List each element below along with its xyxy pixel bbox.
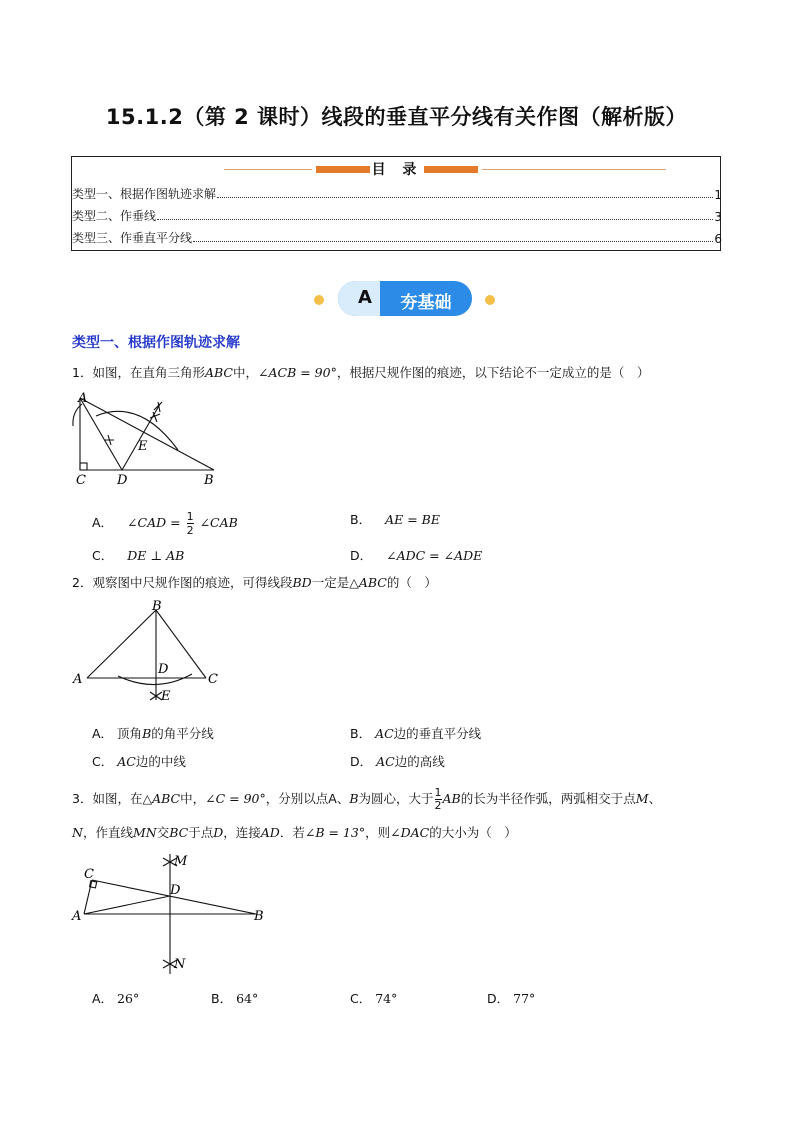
fraction [435, 787, 442, 812]
stem-text: 如图，在直角三角形 [92, 365, 205, 380]
math: △ABC [142, 791, 181, 806]
stem-text: 的大小为（ ） [429, 825, 517, 840]
stem-text: ，则 [365, 825, 391, 840]
stem-text: 、 [648, 791, 662, 806]
option-label: B． [350, 512, 372, 527]
toc-entry[interactable] [72, 228, 722, 246]
stem-text: 为圆心，大于 [358, 791, 434, 806]
fraction-numerator: 1 [434, 786, 442, 799]
banner-letter: A [358, 287, 372, 308]
question-3-stem-line-1 [72, 787, 661, 812]
math: ∠ADC = ∠ADE [386, 548, 483, 563]
math: AE = BE [385, 512, 440, 527]
label-C: C [84, 867, 94, 882]
toc-entry-page: 1 [714, 188, 722, 202]
toc-entry-page: 3 [714, 210, 722, 224]
side-AB [87, 610, 156, 678]
option-label: C． [92, 548, 114, 563]
math: ∠ACB = 90° [258, 365, 337, 380]
option-label: D． [350, 754, 373, 769]
question-3-figure [70, 850, 270, 978]
banner-dot-right [485, 295, 495, 305]
stem-text: ，根据尺规作图的痕迹，以下结论不一定成立的是（ ） [336, 365, 650, 380]
math: AC [117, 754, 136, 769]
math: AC [376, 754, 395, 769]
math: MN [132, 825, 157, 840]
question-number: 3． [72, 791, 93, 806]
stem-text: ，连接 [223, 825, 261, 840]
math: M [635, 791, 649, 806]
math: ABC [204, 365, 233, 380]
option-text: 的角平分线 [151, 726, 214, 741]
label-E: E [138, 439, 148, 454]
option-label: B． [211, 991, 233, 1006]
stem-text: 中， [180, 791, 206, 806]
math: DE ⊥ AB [127, 548, 185, 563]
math: B [142, 726, 152, 741]
option-A[interactable] [92, 724, 214, 742]
option-value: 64° [236, 991, 259, 1006]
option-C[interactable] [92, 752, 186, 770]
fraction-denominator: 2 [186, 524, 194, 537]
toc-entry[interactable] [72, 184, 722, 202]
side-AC [84, 880, 92, 914]
question-number: 1． [72, 365, 93, 380]
label-D: D [170, 883, 181, 898]
math: ∠CAD = [127, 515, 181, 530]
option-B[interactable] [211, 989, 258, 1007]
arc-mark [73, 404, 82, 426]
stem-text: 一定是 [311, 575, 350, 590]
option-label: D． [487, 991, 510, 1006]
math: A [328, 791, 337, 806]
math: ∠B = 13° [304, 825, 366, 840]
toc-entry-page: 6 [714, 232, 722, 246]
banner-text: 夯基础 [400, 293, 452, 313]
label-D: D [158, 662, 169, 677]
question-2-stem [72, 573, 437, 591]
label-N: N [174, 957, 186, 972]
math: ∠CAB [199, 515, 238, 530]
math: BC [169, 825, 189, 840]
toc-entry-label: 类型三、作垂直平分线 [72, 231, 193, 245]
option-label: B． [350, 726, 372, 741]
question-number: 2． [72, 575, 93, 590]
math: B [349, 791, 359, 806]
math: ∠C = 90° [205, 791, 266, 806]
label-C: C [208, 672, 218, 687]
option-label: A． [92, 726, 114, 741]
right-angle-mark [80, 463, 87, 470]
option-text: 边的中线 [135, 754, 186, 769]
label-B: B [254, 909, 264, 924]
stem-text: 的（ ） [386, 575, 437, 590]
stem-text: 中， [232, 365, 258, 380]
option-B[interactable] [350, 724, 481, 742]
math: AC [375, 726, 394, 741]
label-E: E [161, 689, 171, 704]
fraction-denominator: 2 [434, 799, 442, 812]
label-A: A [73, 672, 83, 687]
fraction-numerator: 1 [186, 510, 194, 523]
option-D[interactable] [350, 546, 482, 564]
table-of-contents [71, 156, 721, 251]
side-AB [80, 398, 214, 470]
math: N [72, 825, 83, 840]
option-D[interactable] [487, 989, 535, 1007]
stem-text: 交 [156, 825, 170, 840]
toc-header [72, 159, 722, 179]
option-value: 26° [117, 991, 140, 1006]
math: BD [292, 575, 312, 590]
option-A[interactable] [92, 989, 139, 1007]
stem-text: 、 [336, 791, 350, 806]
option-label: C． [92, 754, 114, 769]
toc-leader [157, 219, 713, 220]
toc-leader [217, 197, 713, 198]
toc-entry-label: 类型二、作垂线 [72, 209, 157, 223]
segment-AD [84, 896, 170, 914]
stem-text: ，分别以点 [265, 791, 329, 806]
toc-leader [193, 241, 713, 242]
option-text: 顶角 [117, 726, 143, 741]
option-value: 77° [513, 991, 536, 1006]
option-label: C． [350, 991, 372, 1006]
question-1-stem [72, 363, 649, 381]
toc-title: 目 录 [371, 162, 423, 178]
math: ∠DAC [390, 825, 430, 840]
option-C[interactable] [350, 989, 397, 1007]
option-label: D． [350, 548, 373, 563]
banner-dot-left [314, 295, 324, 305]
math: AB [442, 791, 461, 806]
question-3-stem-line-2 [72, 823, 517, 841]
math: D [213, 825, 224, 840]
label-D: D [117, 473, 128, 488]
stem-text: 于点 [188, 825, 214, 840]
option-value: 74° [375, 991, 398, 1006]
option-label: A． [92, 515, 114, 530]
arc-mark [118, 674, 192, 685]
label-A: A [78, 391, 88, 406]
toc-entry-label: 类型一、根据作图轨迹求解 [72, 187, 217, 201]
option-label: A． [92, 991, 114, 1006]
label-B: B [204, 473, 214, 488]
section-heading: 类型一、根据作图轨迹求解 [72, 335, 240, 351]
option-text: 边的垂直平分线 [393, 726, 482, 741]
fraction [187, 510, 194, 537]
stem-text: 观察图中尺规作图的痕迹，可得线段 [92, 575, 293, 590]
label-A: A [72, 909, 82, 924]
label-B: B [152, 599, 162, 614]
math: AD [260, 825, 280, 840]
stem-text: 的长为半径作弧，两弧相交于点 [460, 791, 636, 806]
section-banner [228, 279, 568, 319]
toc-entry[interactable] [72, 206, 722, 224]
option-A[interactable] [92, 510, 238, 537]
question-1-figure [70, 390, 230, 490]
option-D[interactable] [350, 752, 445, 770]
label-M: M [174, 854, 188, 869]
math: △ABC [349, 575, 387, 590]
page-title: 15.1.2（第 2 课时）线段的垂直平分线有关作图（解析版） [105, 105, 688, 129]
option-text: 边的高线 [394, 754, 445, 769]
option-B[interactable] [350, 510, 440, 528]
label-C: C [76, 473, 86, 488]
stem-text: ．若 [279, 825, 305, 840]
stem-text: ，作直线 [82, 825, 133, 840]
stem-text: 如图，在 [92, 791, 143, 806]
arc-mark [104, 435, 114, 445]
option-C[interactable] [92, 546, 184, 564]
question-2-figure [70, 596, 230, 708]
